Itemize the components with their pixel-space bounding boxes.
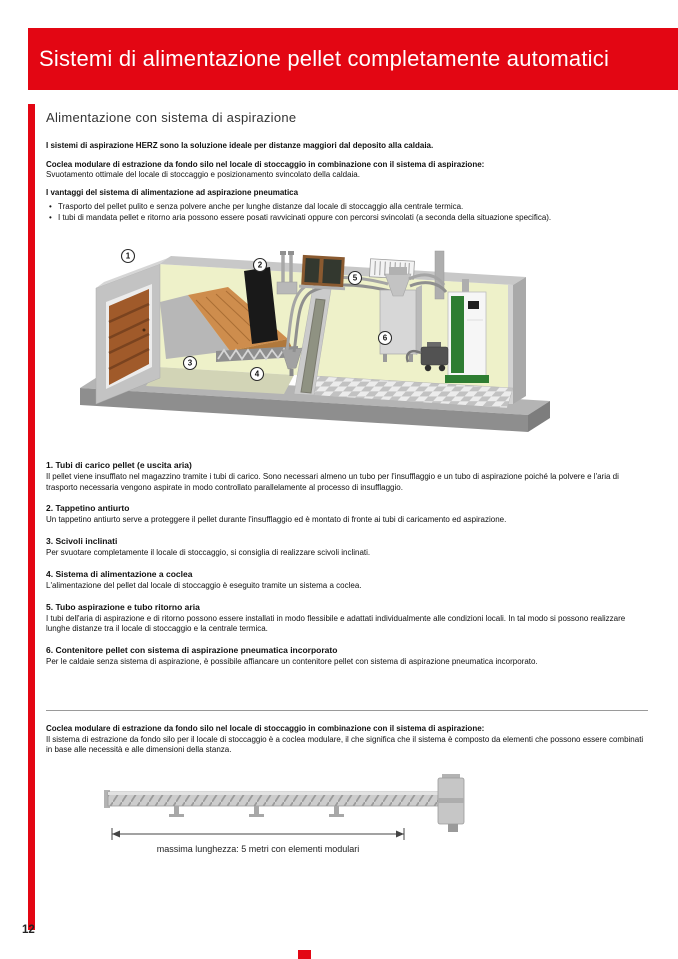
svg-text:4: 4 [254, 369, 260, 379]
drive-unit [438, 774, 464, 832]
callout-4 [251, 368, 264, 381]
explanation-item [46, 602, 648, 635]
explanation-list [46, 460, 648, 678]
figure-caption: massima lunghezza: 5 metri con elementi modulari [156, 844, 360, 854]
item-title: 2. Tappetino antiurto [46, 503, 130, 514]
modular-screw-section [46, 724, 648, 756]
mounting-brackets [169, 806, 344, 817]
explanation-item [46, 460, 648, 493]
item-body: I tubi dell'aria di aspirazione e di ritorno possono essere installati in modo flessibile e adattati individualmente alle condizioni locali. In tal modo si possono realizzare lunghe distanze tra il locale di stoccaggio e la centrale termica. [46, 613, 626, 634]
svg-text:3: 3 [187, 358, 193, 368]
dimension-line [112, 828, 404, 840]
flue-pipe [435, 251, 444, 299]
page-title: Sistemi di alimentazione pellet completamente automatici [39, 46, 610, 71]
list-item: • Trasporto del pellet pulito e senza polvere anche per lunghe distanze dal locale di stoccaggio alla centrale termica. [46, 201, 648, 212]
callout-3 [184, 357, 197, 370]
window [299, 255, 347, 291]
item-title: 5. Tubo aspirazione e tubo ritorno aria [46, 601, 200, 612]
svg-text:2: 2 [257, 260, 263, 270]
screw-tube [104, 790, 438, 808]
item-title: 1. Tubi di carico pellet (e uscita aria) [46, 460, 192, 470]
callout-2 [254, 259, 267, 272]
intro-combo [46, 160, 648, 181]
page-header-band [28, 28, 678, 90]
left-accent-stripe [28, 104, 35, 930]
callout-1 [122, 250, 135, 263]
door-knob [143, 329, 146, 332]
svg-text:6: 6 [382, 333, 388, 343]
explanation-item [46, 645, 648, 668]
modular-screw-illustration [104, 774, 474, 858]
callout-5 [349, 272, 362, 285]
item-body: Per svuotare completamente il locale di stoccaggio, si consiglia di realizzare scivoli inclinati. [46, 548, 371, 558]
item-title: 3. Scivoli inclinati [46, 536, 118, 547]
item-body: Per le caldaie senza sistema di aspirazione, è possibile affiancare un contenitore pellet con sistema di aspirazione pneumatica incorporato. [46, 657, 538, 667]
dimension-arrow-left [112, 831, 120, 838]
advantages-title: I vantaggi del sistema di alimentazione ad aspirazione pneumatica [46, 188, 299, 198]
building-cutaway-illustration [58, 238, 618, 460]
item-title: 4. Sistema di alimentazione a coclea [46, 568, 193, 579]
item-title: 6. Contenitore pellet con sistema di aspirazione pneumatica incorporato [46, 645, 338, 656]
item-body: Un tappetino antiurto serve a proteggere il pellet durante l'insufflaggio ed è montato di fronte ai tubi di caricamento ed aspirazione. [46, 515, 507, 525]
svg-text:5: 5 [352, 273, 358, 283]
intro-lead: I sistemi di aspirazione HERZ sono la soluzione ideale per distanze maggiori dal deposito alla caldaia. [46, 141, 434, 150]
intro-section [46, 110, 648, 223]
list-item: • I tubi di mandata pellet e ritorno aria possono essere posati ravvicinati oppure con percorsi svincolati (a seconda della situazione specifica). [46, 212, 648, 223]
modular-screw-title: Coclea modulare di estrazione da fondo silo nel locale di stoccaggio in combinazione con il sistema di aspirazione: [46, 724, 485, 733]
intro-combo-bold: Coclea modulare di estrazione da fondo silo nel locale di stoccaggio in combinazione con il sistema di aspirazione: [46, 159, 485, 169]
modular-screw-body: Il sistema di estrazione da fondo silo per il locale di stoccaggio è a coclea modulare, il che significa che il sistema è composto da elementi che possono essere combinati in base alle necessità e alle dimensioni della stanza. [46, 734, 644, 755]
item-body: L'alimentazione del pellet dal locale di stoccaggio è eseguito tramite un sistema a coclea. [46, 580, 362, 590]
callout-6 [379, 332, 392, 345]
right-wall [508, 277, 526, 404]
section-title: Alimentazione con sistema di aspirazione [46, 110, 297, 125]
dimension-arrow-right [396, 831, 404, 838]
section-divider [46, 710, 648, 711]
explanation-item [46, 536, 648, 559]
advantages-list [46, 201, 648, 223]
explanation-item [46, 503, 648, 526]
pellet-boiler [445, 279, 489, 383]
page-number: 12 [22, 924, 35, 936]
bottom-crop-mark [298, 950, 311, 959]
intro-combo-text: Svuotamento ottimale del locale di stoccaggio e posizionamento svincolato della caldaia. [46, 170, 360, 180]
item-body: Il pellet viene insufflato nel magazzino tramite i tubi di carico. Sono necessari almeno un tubo per l'insufflaggio e un tubo di aspirazione poiché la polvere e l'aria di trasporto necessaria vengono aspirate in modo controllato parallelamente al processo di insufflaggio. [46, 472, 619, 492]
svg-text:1: 1 [125, 251, 131, 261]
explanation-item [46, 569, 648, 592]
